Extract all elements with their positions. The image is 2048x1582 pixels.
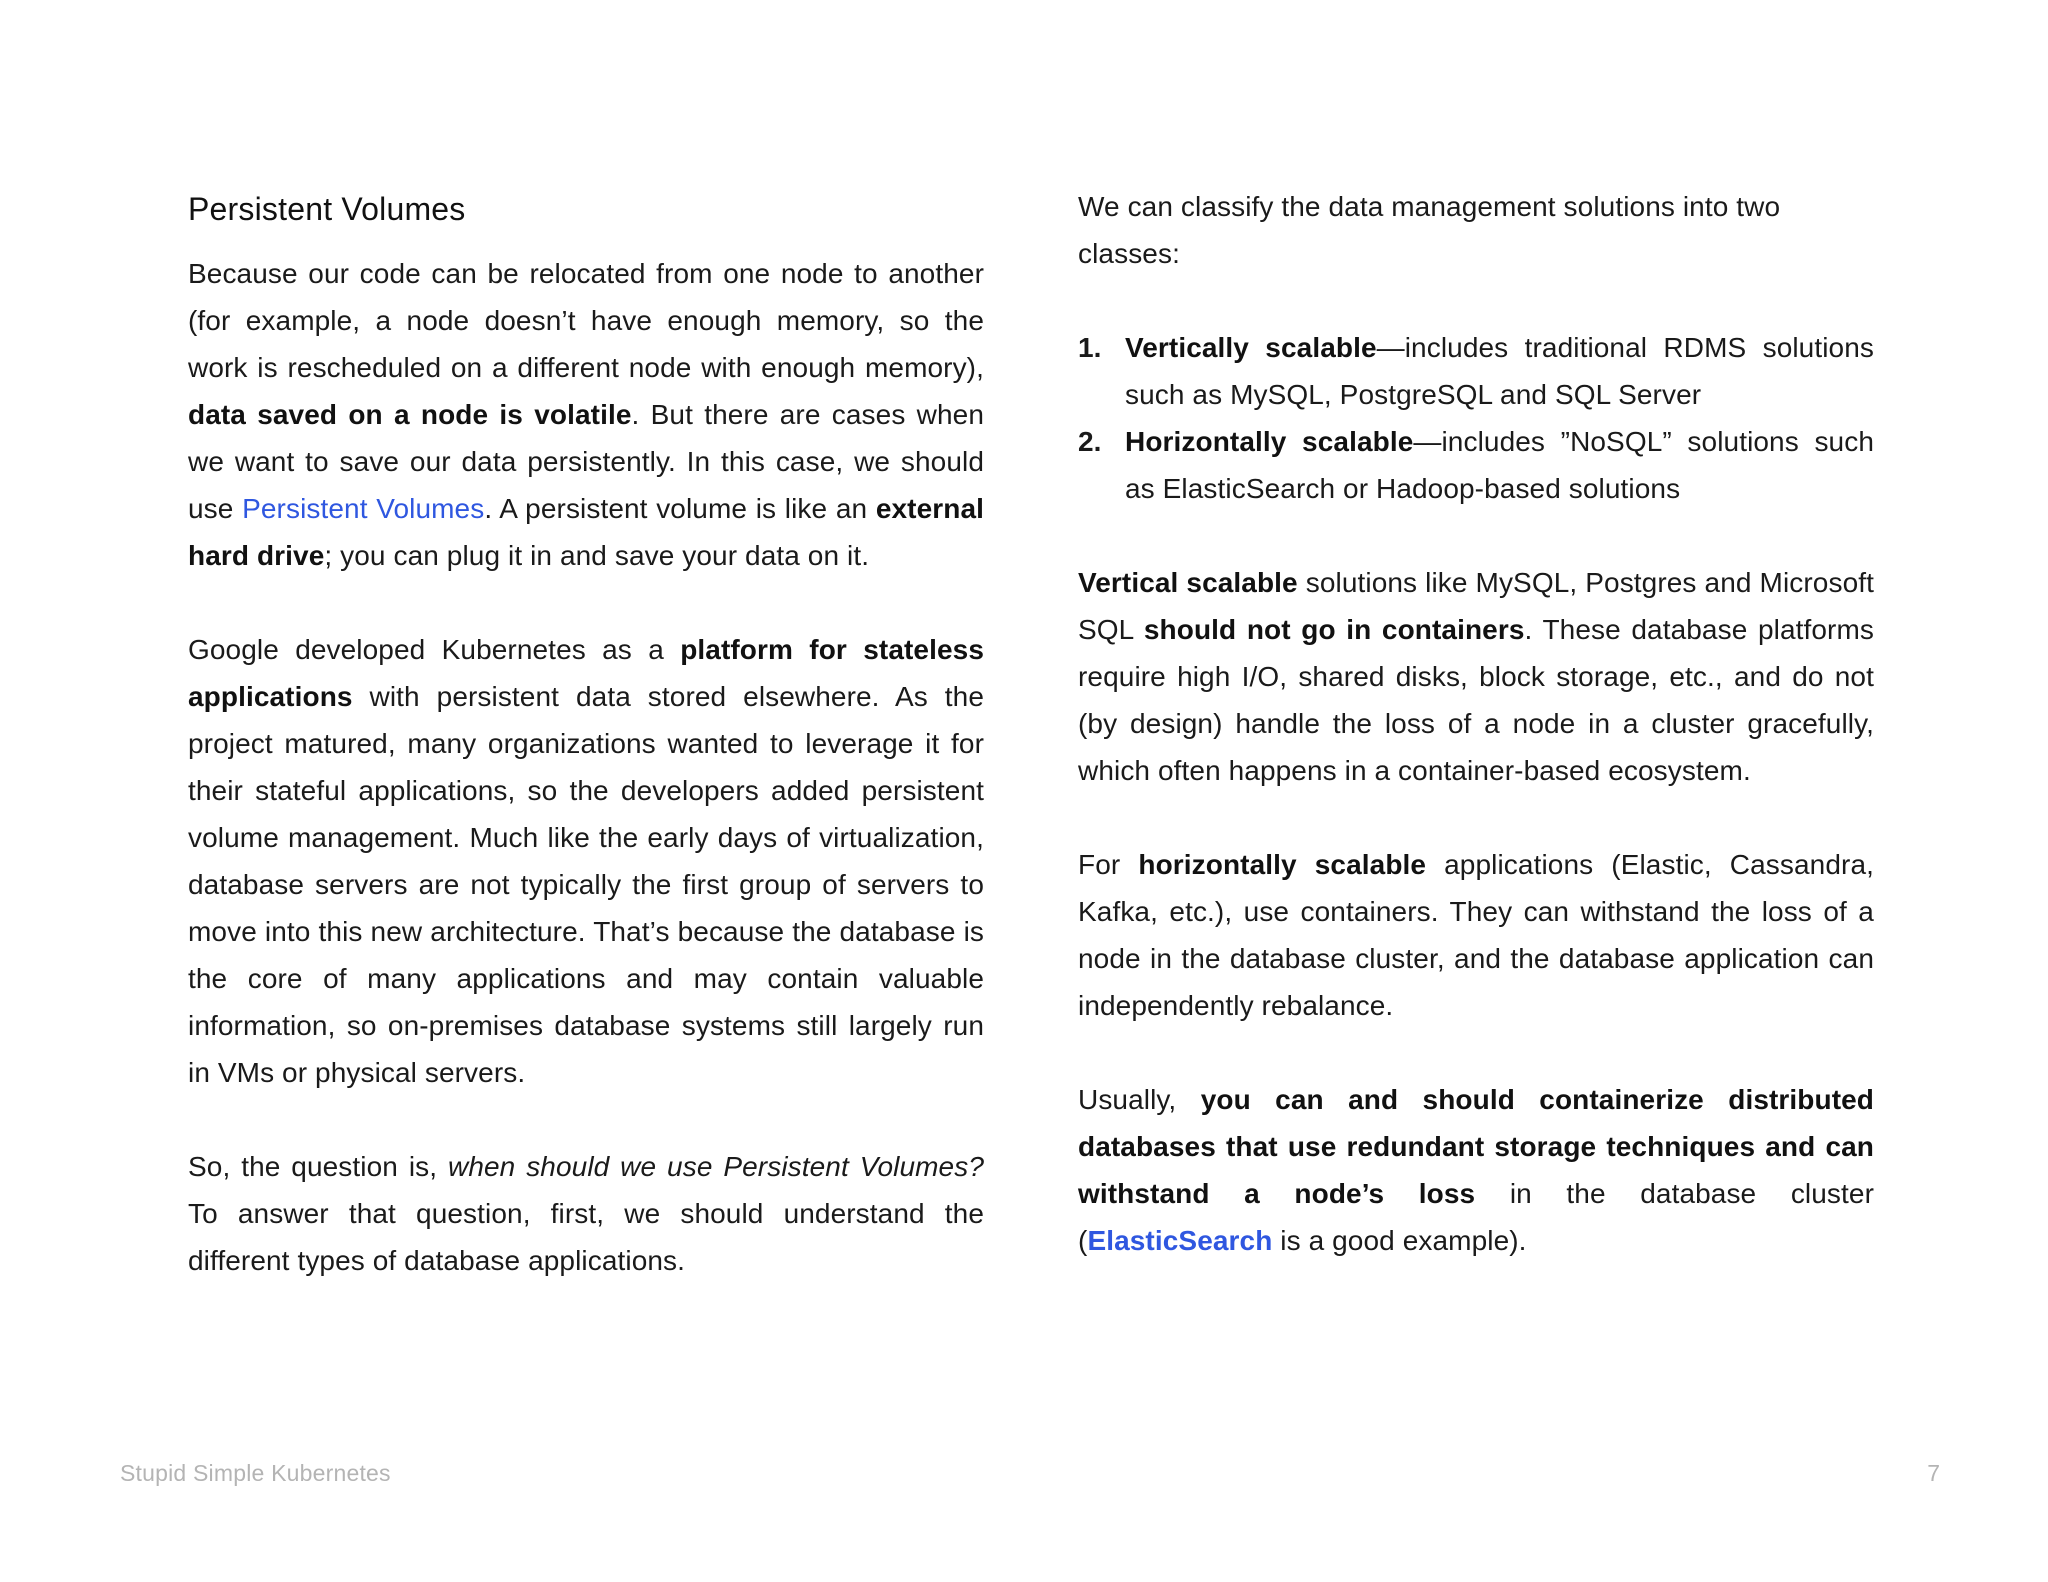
left-column bbox=[188, 183, 984, 1284]
section-heading: Persistent Volumes bbox=[188, 191, 466, 227]
text-run: . A persistent volume is like an bbox=[484, 493, 876, 524]
text-run: ; you can plug it in and save your data on it. bbox=[324, 540, 870, 571]
text-run: —includes traditional RDMS solutions such as MySQL, PostgreSQL and SQL Server bbox=[1125, 332, 1875, 410]
bold-run: horizontally scalable bbox=[1138, 849, 1427, 880]
database-class-list bbox=[1078, 324, 1874, 512]
text-run: is a good example). bbox=[1272, 1225, 1527, 1256]
text-run: Google developed Kubernetes as a bbox=[188, 634, 681, 665]
text-run: To answer that question, first, we should understand the different types of database applications. bbox=[188, 1198, 984, 1276]
text-run: . These database platforms require high I/O, shared disks, block storage, etc., and do not (by design) handle the loss of a node in a cluster gracefully, which often happens in a container-based ecosystem. bbox=[1078, 614, 1874, 786]
text-run: with persistent data stored elsewhere. As the project matured, many organizations wanted to leverage it for their stateful applications, so the developers added persistent volume management. Much like the early days of virtualization, database servers are not typically the first group of servers to move into this new architecture. That’s because the database is the core of many applications and may contain valuable information, so on-premises database systems still largely run in VMs or physical servers. bbox=[188, 681, 984, 1088]
paragraph-classification-intro: We can classify the data management solutions into two classes: bbox=[1078, 191, 1781, 269]
text-run: solutions like MySQL, Postgres and Microsoft SQL bbox=[1078, 567, 1874, 645]
list-number: 2. bbox=[1078, 426, 1102, 457]
paragraph-vertical-scalable bbox=[1078, 559, 1874, 794]
paragraph-persistent-volumes-intro bbox=[188, 250, 984, 579]
bold-run: Horizontally scalable bbox=[1125, 426, 1414, 457]
text-run: Because our code can be relocated from one node to another (for example, a node doesn’t have enough memory, so the work is rescheduled on a different node with enough memory), bbox=[188, 258, 984, 383]
text-run: applications (Elastic, Cassandra, Kafka, etc.), use containers. They can withstand the loss of a node in the database cluster, and the database application can independently rebalance. bbox=[1078, 849, 1874, 1021]
text-run: So, the question is, bbox=[188, 1151, 448, 1182]
list-item bbox=[1078, 324, 1874, 418]
bold-run: platform for stateless applications bbox=[188, 634, 984, 712]
bold-run: should not go in containers bbox=[1143, 614, 1525, 645]
elasticsearch-link[interactable]: ElasticSearch bbox=[1087, 1225, 1273, 1256]
list-item bbox=[1078, 418, 1874, 512]
bold-run: external hard drive bbox=[188, 493, 985, 571]
paragraph-horizontal-scalable bbox=[1078, 841, 1874, 1029]
right-column bbox=[1078, 183, 1874, 1264]
text-run: For bbox=[1078, 849, 1139, 880]
bold-run: Vertically scalable bbox=[1125, 332, 1377, 363]
bold-run: you can and should containerize distributed databases that use redundant storage techniques and can withstand a node’s loss bbox=[1078, 1084, 1874, 1209]
text-run: Usually, bbox=[1078, 1084, 1201, 1115]
persistent-volumes-link[interactable]: Persistent Volumes bbox=[242, 493, 485, 524]
text-run: —includes ”NoSQL” solutions such as ElasticSearch or Hadoop-based solutions bbox=[1125, 426, 1874, 504]
text-run: in the database cluster ( bbox=[1078, 1178, 1874, 1256]
paragraph-question bbox=[188, 1143, 984, 1284]
text-run: . But there are cases when we want to save our data persistently. In this case, we should use bbox=[188, 399, 984, 524]
paragraph-kubernetes-history bbox=[188, 626, 984, 1096]
footer-page-number: 7 bbox=[1927, 1460, 1940, 1486]
footer-book-title: Stupid Simple Kubernetes bbox=[120, 1460, 391, 1486]
bold-run: data saved on a node is volatile bbox=[188, 399, 632, 430]
list-number: 1. bbox=[1078, 332, 1102, 363]
bold-run: Vertical scalable bbox=[1078, 567, 1298, 598]
italic-run: when should we use Persistent Volumes? bbox=[448, 1151, 984, 1182]
paragraph-containerize-advice bbox=[1078, 1076, 1874, 1264]
